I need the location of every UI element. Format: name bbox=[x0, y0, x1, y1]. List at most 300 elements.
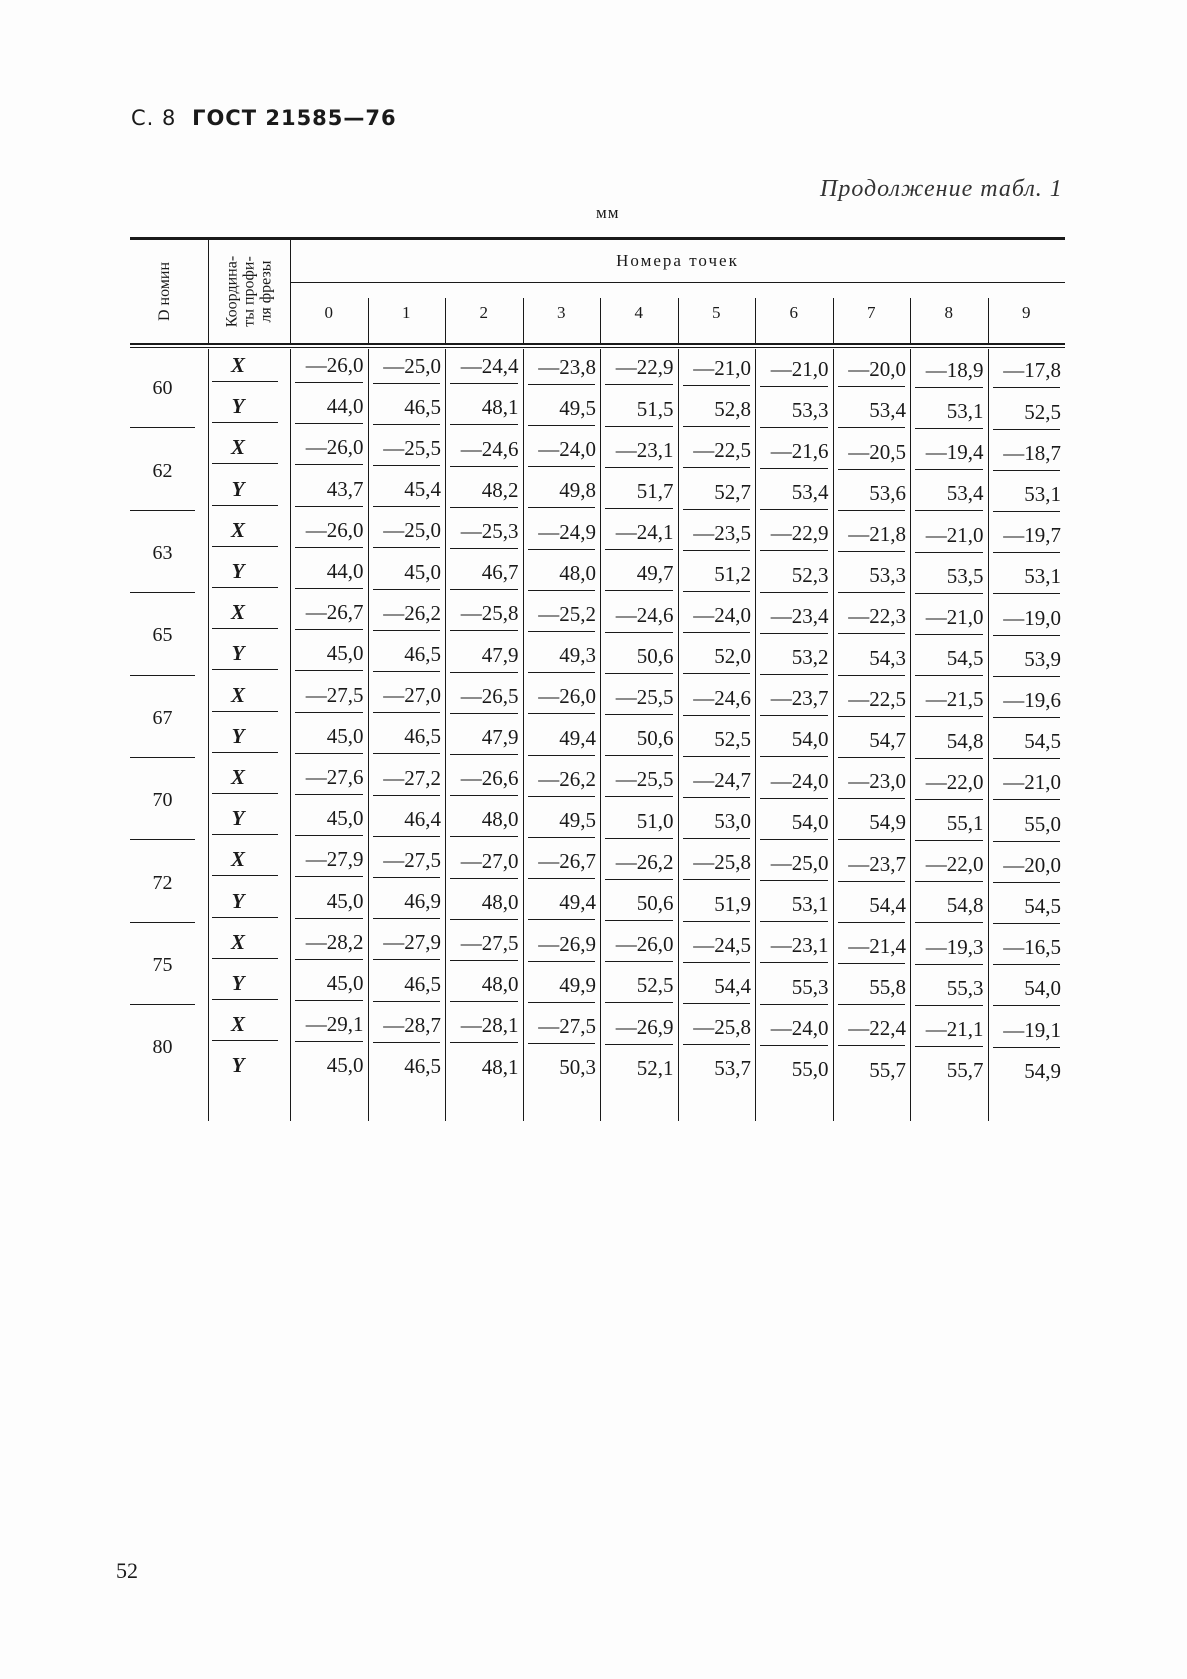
cell-underline bbox=[212, 917, 278, 918]
cell-underline bbox=[683, 1003, 751, 1004]
value-cell: 44,0 bbox=[326, 559, 364, 583]
cell-underline bbox=[683, 879, 751, 880]
value-cell: 53,1 bbox=[1024, 481, 1061, 506]
cell-underline bbox=[373, 547, 441, 548]
cell-underline bbox=[993, 387, 1061, 388]
cell-underline bbox=[212, 711, 278, 712]
cell-underline bbox=[212, 834, 278, 835]
value-cell: —22,5 bbox=[693, 438, 751, 463]
header-bottom-double-rule bbox=[130, 343, 1065, 348]
header-divider bbox=[755, 298, 756, 343]
table-row bbox=[130, 679, 1065, 721]
point-number-header: 8 bbox=[944, 303, 953, 322]
value-cell: —23,0 bbox=[848, 769, 906, 794]
value-cell: 50,3 bbox=[559, 1055, 596, 1080]
cell-underline bbox=[838, 551, 906, 552]
coordinate-label: X bbox=[230, 682, 245, 707]
value-cell: —23,7 bbox=[848, 851, 906, 876]
table-row bbox=[130, 514, 1065, 556]
value-cell: —19,1 bbox=[1003, 1017, 1061, 1042]
page-header bbox=[131, 106, 397, 130]
cell-underline bbox=[605, 838, 673, 839]
value-cell: 49,4 bbox=[559, 890, 596, 915]
cell-underline bbox=[838, 469, 906, 470]
value-cell: 49,5 bbox=[559, 395, 596, 420]
cell-underline bbox=[450, 589, 518, 590]
value-cell: 49,5 bbox=[559, 807, 596, 832]
coordinate-label: Y bbox=[231, 394, 245, 419]
value-cell: 54,8 bbox=[946, 893, 984, 918]
cell-underline bbox=[295, 918, 363, 919]
cell-underline bbox=[993, 964, 1061, 965]
d-nominal-value: 70 bbox=[152, 789, 173, 812]
value-cell: —27,6 bbox=[305, 765, 364, 789]
cell-underline bbox=[760, 880, 828, 881]
cell-underline bbox=[450, 919, 518, 920]
value-cell: 46,7 bbox=[481, 560, 519, 585]
value-cell: 52,3 bbox=[791, 562, 829, 587]
cell-underline bbox=[295, 876, 363, 877]
cell-underline bbox=[760, 921, 828, 922]
cell-underline bbox=[528, 837, 596, 838]
cell-underline bbox=[605, 1044, 673, 1045]
value-cell: 52,5 bbox=[636, 973, 674, 998]
value-cell: —28,2 bbox=[305, 929, 364, 954]
value-cell: —27,5 bbox=[383, 847, 441, 872]
value-cell: —21,0 bbox=[693, 356, 751, 380]
table-row bbox=[130, 1049, 1065, 1091]
cell-underline bbox=[605, 920, 673, 921]
value-cell: 48,2 bbox=[481, 477, 519, 502]
value-cell: —22,9 bbox=[770, 521, 829, 546]
value-cell: —25,5 bbox=[383, 435, 441, 460]
cell-underline bbox=[838, 716, 906, 717]
cell-underline bbox=[528, 878, 596, 879]
table-row bbox=[130, 1008, 1065, 1050]
value-cell: —21,6 bbox=[770, 438, 829, 463]
cell-underline bbox=[212, 587, 278, 588]
value-cell: 55,0 bbox=[1024, 811, 1061, 836]
value-cell: 51,0 bbox=[636, 808, 674, 833]
page-number: 52 bbox=[116, 1558, 138, 1583]
value-cell: —27,0 bbox=[460, 848, 519, 873]
value-cell: 49,8 bbox=[559, 478, 596, 503]
value-cell: —21,0 bbox=[770, 356, 829, 381]
header-coordinate bbox=[208, 240, 290, 343]
value-cell: 52,7 bbox=[714, 479, 751, 504]
cell-underline bbox=[450, 1001, 518, 1002]
table-row bbox=[130, 390, 1065, 432]
value-cell: —24,5 bbox=[693, 932, 751, 957]
value-cell: 53,9 bbox=[1024, 646, 1061, 671]
cell-underline bbox=[838, 633, 906, 634]
value-cell: —18,9 bbox=[925, 357, 984, 382]
coordinate-label: X bbox=[230, 929, 245, 954]
cell-underline bbox=[295, 670, 363, 671]
value-cell: 52,1 bbox=[636, 1055, 674, 1080]
value-cell: 52,5 bbox=[1024, 399, 1061, 424]
coordinate-label: X bbox=[230, 600, 245, 625]
value-cell: 55,3 bbox=[791, 974, 829, 999]
cell-underline bbox=[915, 634, 983, 635]
value-cell: 49,9 bbox=[559, 972, 596, 997]
cell-underline bbox=[528, 672, 596, 673]
value-cell: —24,1 bbox=[615, 520, 674, 545]
value-cell: —26,6 bbox=[460, 766, 519, 791]
value-cell: 54,9 bbox=[869, 810, 906, 835]
value-cell: —26,2 bbox=[615, 849, 674, 874]
cell-underline bbox=[993, 429, 1061, 430]
table-row bbox=[130, 967, 1065, 1009]
header-divider bbox=[910, 298, 911, 343]
value-cell: —26,0 bbox=[538, 684, 596, 709]
value-cell: —25,5 bbox=[615, 767, 674, 792]
cell-underline bbox=[683, 550, 751, 551]
d-nominal-value: 65 bbox=[152, 624, 173, 647]
value-cell: 45,0 bbox=[326, 723, 364, 748]
cell-underline bbox=[295, 588, 363, 589]
coordinate-label: Y bbox=[231, 559, 245, 583]
value-cell: —23,4 bbox=[770, 603, 829, 628]
cell-underline bbox=[295, 753, 363, 754]
table-header bbox=[130, 240, 1065, 345]
coordinate-label: X bbox=[230, 353, 245, 377]
cell-underline bbox=[838, 592, 906, 593]
cell-underline bbox=[838, 963, 906, 964]
cell-underline bbox=[212, 381, 278, 382]
value-cell: 46,5 bbox=[404, 971, 441, 996]
value-cell: —20,5 bbox=[848, 439, 906, 464]
value-cell: 54,0 bbox=[1024, 976, 1061, 1001]
cell-underline bbox=[373, 383, 441, 384]
cell-underline bbox=[528, 549, 596, 550]
cell-underline bbox=[605, 673, 673, 674]
cell-underline bbox=[605, 590, 673, 591]
table-continuation-note: Продолжение табл. 1 bbox=[820, 176, 1063, 202]
coordinate-label: Y bbox=[231, 723, 245, 748]
header-divider bbox=[833, 298, 834, 343]
value-cell: 53,4 bbox=[946, 481, 984, 506]
cell-underline bbox=[915, 964, 983, 965]
cell-underline bbox=[915, 758, 983, 759]
cell-underline bbox=[212, 999, 278, 1000]
cell-underline bbox=[373, 877, 441, 878]
cell-underline bbox=[605, 714, 673, 715]
cell-underline bbox=[993, 552, 1061, 553]
header-divider bbox=[988, 298, 989, 343]
cell-underline bbox=[760, 839, 828, 840]
value-cell: —20,0 bbox=[1003, 852, 1061, 877]
cell-underline bbox=[760, 633, 828, 634]
cell-underline bbox=[450, 754, 518, 755]
header-divider bbox=[445, 298, 446, 343]
value-cell: 51,7 bbox=[636, 478, 674, 503]
cell-underline bbox=[605, 549, 673, 550]
value-cell: 43,7 bbox=[326, 476, 364, 501]
cell-underline bbox=[683, 673, 751, 674]
value-cell: 46,5 bbox=[404, 724, 441, 749]
value-cell: —24,7 bbox=[693, 768, 751, 792]
cell-underline bbox=[295, 959, 363, 960]
cell-underline bbox=[528, 1002, 596, 1003]
value-cell: —25,8 bbox=[693, 1015, 751, 1040]
point-number-header: 2 bbox=[479, 303, 488, 322]
cell-underline bbox=[838, 1004, 906, 1005]
coordinate-label: Y bbox=[231, 1053, 245, 1078]
value-cell: —24,6 bbox=[615, 602, 674, 627]
value-cell: —25,8 bbox=[460, 601, 519, 626]
table-row bbox=[130, 555, 1065, 597]
cell-underline bbox=[993, 717, 1061, 718]
cell-underline bbox=[838, 675, 906, 676]
value-cell: 49,7 bbox=[636, 561, 674, 586]
value-cell: 55,8 bbox=[869, 975, 906, 1000]
cell-underline bbox=[373, 1001, 441, 1002]
value-cell: 46,9 bbox=[404, 889, 441, 914]
value-cell: —18,7 bbox=[1003, 440, 1061, 465]
value-cell: —24,0 bbox=[770, 1015, 829, 1040]
value-cell: —26,5 bbox=[460, 683, 519, 708]
value-cell: —24,9 bbox=[538, 519, 596, 544]
value-cell: —26,2 bbox=[538, 766, 596, 791]
value-cell: 53,5 bbox=[946, 563, 984, 588]
value-cell: —22,9 bbox=[615, 355, 674, 380]
cell-underline bbox=[683, 1044, 751, 1045]
value-cell: —23,1 bbox=[615, 437, 674, 462]
cell-underline bbox=[683, 509, 751, 510]
value-cell: 55,1 bbox=[946, 810, 984, 835]
cell-underline bbox=[295, 547, 363, 548]
point-number-header: 0 bbox=[324, 303, 333, 322]
value-cell: 50,6 bbox=[636, 643, 674, 668]
value-cell: —27,5 bbox=[460, 930, 519, 955]
value-cell: —29,1 bbox=[305, 1012, 364, 1037]
value-cell: 54,3 bbox=[869, 645, 906, 670]
value-cell: 46,5 bbox=[404, 1053, 441, 1078]
value-cell: —20,0 bbox=[848, 357, 906, 382]
value-cell: —25,3 bbox=[460, 518, 519, 543]
header-d-nominal bbox=[130, 240, 200, 343]
header-coordinate-label: Координа-ты профи-ля фрезы bbox=[223, 255, 275, 328]
value-cell: —27,0 bbox=[383, 683, 441, 708]
cell-underline bbox=[993, 511, 1061, 512]
cell-underline bbox=[993, 799, 1061, 800]
standard-number: ГОСТ 21585—76 bbox=[192, 106, 397, 130]
cell-underline bbox=[450, 713, 518, 714]
value-cell: 54,9 bbox=[1024, 1058, 1061, 1083]
page-reference: С. 8 bbox=[131, 106, 177, 130]
value-cell: 54,8 bbox=[946, 728, 984, 753]
value-cell: 52,5 bbox=[714, 726, 751, 751]
cell-underline bbox=[993, 841, 1061, 842]
coordinate-label: Y bbox=[231, 476, 245, 501]
value-cell: —23,7 bbox=[770, 686, 829, 711]
cell-underline bbox=[528, 796, 596, 797]
cell-underline bbox=[760, 468, 828, 469]
cell-underline bbox=[373, 630, 441, 631]
cell-underline bbox=[605, 384, 673, 385]
value-cell: 55,7 bbox=[946, 1058, 984, 1083]
value-cell: —27,5 bbox=[538, 1013, 596, 1038]
table-row bbox=[130, 349, 1065, 391]
value-cell: 50,6 bbox=[636, 890, 674, 915]
point-numbers-group-header: Номера точек bbox=[616, 251, 739, 270]
cell-underline bbox=[915, 1046, 983, 1047]
value-cell: 53,3 bbox=[791, 397, 829, 422]
value-cell: 52,0 bbox=[714, 644, 751, 669]
value-cell: —25,8 bbox=[693, 850, 751, 875]
value-cell: —26,0 bbox=[305, 353, 364, 377]
cell-underline bbox=[212, 669, 278, 670]
header-divider bbox=[368, 298, 369, 343]
cell-underline bbox=[373, 836, 441, 837]
cell-underline bbox=[373, 671, 441, 672]
cell-underline bbox=[605, 426, 673, 427]
value-cell: —24,6 bbox=[693, 685, 751, 710]
value-cell: 48,0 bbox=[481, 972, 519, 997]
cell-underline bbox=[915, 716, 983, 717]
cell-underline bbox=[838, 1045, 906, 1046]
cell-underline bbox=[683, 962, 751, 963]
cell-underline bbox=[295, 423, 363, 424]
cell-underline bbox=[993, 676, 1061, 677]
cell-underline bbox=[683, 715, 751, 716]
value-cell: —22,0 bbox=[925, 769, 984, 794]
coordinate-label: Y bbox=[231, 971, 245, 995]
cell-underline bbox=[993, 923, 1061, 924]
cell-underline bbox=[683, 426, 751, 427]
value-cell: —27,9 bbox=[305, 847, 364, 872]
value-cell: 45,0 bbox=[326, 641, 364, 666]
cell-underline bbox=[915, 840, 983, 841]
cell-underline bbox=[683, 838, 751, 839]
value-cell: 53,2 bbox=[791, 644, 829, 669]
cell-underline bbox=[915, 881, 983, 882]
cell-underline bbox=[760, 674, 828, 675]
value-cell: —28,7 bbox=[383, 1012, 441, 1037]
value-cell: —24,0 bbox=[538, 437, 596, 462]
cell-underline bbox=[212, 793, 278, 794]
value-cell: 51,5 bbox=[636, 396, 674, 421]
value-cell: —19,4 bbox=[925, 440, 984, 465]
value-cell: 48,0 bbox=[481, 807, 519, 832]
value-cell: 53,0 bbox=[714, 809, 751, 834]
cell-underline bbox=[528, 961, 596, 962]
point-number-header: 7 bbox=[867, 303, 876, 322]
cell-underline bbox=[528, 919, 596, 920]
table-row bbox=[130, 431, 1065, 473]
value-cell: 54,5 bbox=[1024, 729, 1061, 754]
cell-underline bbox=[528, 1043, 596, 1044]
value-cell: 53,6 bbox=[869, 480, 906, 505]
point-number-header: 6 bbox=[789, 303, 798, 322]
point-number-header: 4 bbox=[634, 303, 643, 322]
cell-underline bbox=[683, 756, 751, 757]
cell-underline bbox=[450, 878, 518, 879]
cell-underline bbox=[212, 875, 278, 876]
cell-underline bbox=[915, 428, 983, 429]
cell-underline bbox=[993, 635, 1061, 636]
cell-underline bbox=[760, 962, 828, 963]
table-row bbox=[130, 926, 1065, 968]
table-row bbox=[130, 885, 1065, 927]
unit-label: мм bbox=[596, 203, 620, 222]
value-cell: 50,6 bbox=[636, 726, 674, 751]
cell-underline bbox=[683, 385, 751, 386]
table-row bbox=[130, 761, 1065, 803]
cell-underline bbox=[605, 508, 673, 509]
value-cell: —24,4 bbox=[460, 354, 519, 379]
cell-underline bbox=[212, 628, 278, 629]
cell-underline bbox=[605, 755, 673, 756]
cell-underline bbox=[450, 507, 518, 508]
cell-underline bbox=[915, 510, 983, 511]
cell-underline bbox=[993, 470, 1061, 471]
value-cell: —24,0 bbox=[770, 768, 829, 793]
cell-underline bbox=[450, 630, 518, 631]
value-cell: 53,7 bbox=[714, 1056, 751, 1081]
value-cell: 55,3 bbox=[946, 975, 984, 1000]
value-cell: —19,7 bbox=[1003, 523, 1061, 548]
cell-underline bbox=[212, 422, 278, 423]
cell-underline bbox=[915, 387, 983, 388]
value-cell: 54,5 bbox=[1024, 893, 1061, 918]
value-cell: 45,0 bbox=[326, 1053, 364, 1078]
value-cell: —21,5 bbox=[925, 687, 984, 712]
cell-underline bbox=[915, 1005, 983, 1006]
value-cell: —27,5 bbox=[305, 682, 364, 707]
cell-underline bbox=[373, 795, 441, 796]
cell-underline bbox=[528, 631, 596, 632]
cell-underline bbox=[528, 384, 596, 385]
cell-underline bbox=[915, 675, 983, 676]
coordinate-label: X bbox=[230, 847, 245, 872]
value-cell: —21,1 bbox=[925, 1016, 984, 1041]
table-row bbox=[130, 637, 1065, 679]
cell-underline bbox=[915, 593, 983, 594]
value-cell: —25,0 bbox=[383, 518, 441, 543]
value-cell: —22,3 bbox=[848, 604, 906, 629]
value-cell: 54,4 bbox=[869, 892, 906, 917]
value-cell: 46,5 bbox=[404, 641, 441, 666]
cell-underline bbox=[212, 752, 278, 753]
value-cell: —25,0 bbox=[770, 850, 829, 875]
value-cell: 44,0 bbox=[326, 394, 364, 419]
header-divider bbox=[523, 298, 524, 343]
cell-underline bbox=[295, 629, 363, 630]
value-cell: 49,4 bbox=[559, 725, 596, 750]
cell-underline bbox=[295, 464, 363, 465]
value-cell: 53,1 bbox=[1024, 564, 1061, 589]
cell-underline bbox=[760, 1004, 828, 1005]
cell-underline bbox=[295, 506, 363, 507]
cell-underline bbox=[295, 712, 363, 713]
cell-underline bbox=[760, 509, 828, 510]
d-nominal-value: 80 bbox=[152, 1036, 173, 1059]
value-cell: 54,5 bbox=[946, 646, 984, 671]
d-nominal-value: 63 bbox=[152, 542, 173, 564]
value-cell: —21,4 bbox=[848, 933, 906, 958]
table-row bbox=[130, 596, 1065, 638]
table-row bbox=[130, 720, 1065, 762]
value-cell: —26,0 bbox=[305, 435, 364, 460]
cell-underline bbox=[915, 552, 983, 553]
cell-underline bbox=[450, 383, 518, 384]
value-cell: 49,3 bbox=[559, 643, 596, 668]
value-cell: 54,0 bbox=[791, 727, 829, 752]
table-row bbox=[130, 473, 1065, 515]
value-cell: —21,0 bbox=[1003, 770, 1061, 795]
